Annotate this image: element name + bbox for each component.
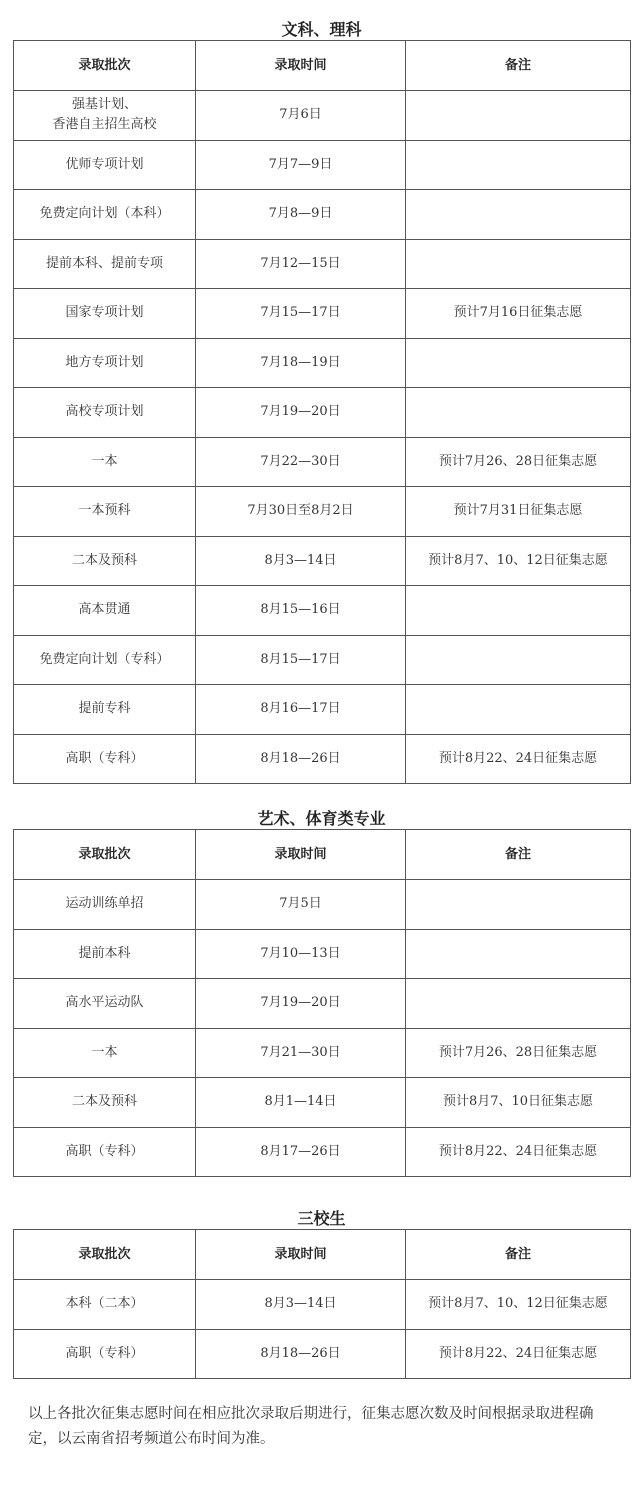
- cell-remark: [406, 685, 631, 735]
- cell-time: 7月19—20日: [196, 388, 406, 438]
- admission-table-three-schools: [13, 1229, 631, 1379]
- cell-time: 7月8—9日: [196, 190, 406, 240]
- cell-time: 8月3—14日: [196, 536, 406, 586]
- cell-remark: [406, 929, 631, 979]
- table-row: [14, 880, 631, 930]
- cell-remark: [406, 635, 631, 685]
- cell-batch: 运动训练单招: [14, 880, 196, 930]
- table-row: [14, 190, 631, 240]
- cell-batch: 地方专项计划: [14, 338, 196, 388]
- cell-time: 7月18—19日: [196, 338, 406, 388]
- admission-table-arts-sports: [13, 829, 631, 1177]
- cell-time: 7月15—17日: [196, 289, 406, 339]
- footnote: 以上各批次征集志愿时间在相应批次录取后期进行，征集志愿次数及时间根据录取进程确定，以云南省招考频道公布时间为准。: [28, 1406, 594, 1447]
- cell-batch: 二本及预科: [14, 536, 196, 586]
- table-row: [14, 338, 631, 388]
- header-batch: 录取批次: [14, 1230, 196, 1280]
- cell-time: 8月15—17日: [196, 635, 406, 685]
- table-row: [14, 140, 631, 190]
- table-header-row: [14, 1230, 631, 1280]
- cell-batch: 免费定向计划（本科）: [14, 190, 196, 240]
- cell-batch: 一本预科: [14, 487, 196, 537]
- cell-remark: 预计7月31日征集志愿: [406, 487, 631, 537]
- cell-remark: [406, 91, 631, 141]
- cell-remark: [406, 239, 631, 289]
- cell-batch: 提前本科: [14, 929, 196, 979]
- table-row: [14, 929, 631, 979]
- section-title: 文科、理科: [281, 20, 362, 39]
- cell-time: 8月15—16日: [196, 586, 406, 636]
- cell-batch: 高职（专科）: [14, 1127, 196, 1177]
- cell-batch: 本科（二本）: [14, 1280, 196, 1330]
- table-row: [14, 437, 631, 487]
- table-row: [14, 388, 631, 438]
- header-time: 录取时间: [196, 41, 406, 91]
- cell-time: 8月18—26日: [196, 734, 406, 784]
- section-title: 艺术、体育类专业: [257, 809, 386, 828]
- table-row: [14, 586, 631, 636]
- section-title: 三校生: [297, 1209, 346, 1228]
- cell-batch: 高校专项计划: [14, 388, 196, 438]
- cell-time: 7月6日: [196, 91, 406, 141]
- cell-remark: [406, 190, 631, 240]
- cell-batch: 提前本科、提前专项: [14, 239, 196, 289]
- cell-time: 7月12—15日: [196, 239, 406, 289]
- header-remark: 备注: [406, 41, 631, 91]
- cell-remark: 预计8月7、10、12日征集志愿: [406, 1280, 631, 1330]
- cell-time: 8月1—14日: [196, 1078, 406, 1128]
- cell-batch: 高职（专科）: [14, 1329, 196, 1379]
- cell-time: 7月7—9日: [196, 140, 406, 190]
- cell-remark: [406, 338, 631, 388]
- table-row: [14, 91, 631, 141]
- cell-batch: 一本: [14, 437, 196, 487]
- cell-batch: 高水平运动队: [14, 979, 196, 1029]
- table-row: [14, 635, 631, 685]
- cell-remark: 预计8月22、24日征集志愿: [406, 1329, 631, 1379]
- table-row: [14, 734, 631, 784]
- cell-remark: 预计8月7、10日征集志愿: [406, 1078, 631, 1128]
- table-row: [14, 536, 631, 586]
- table-row: [14, 1127, 631, 1177]
- header-remark: 备注: [406, 830, 631, 880]
- table-header-row: [14, 830, 631, 880]
- cell-batch: 优师专项计划: [14, 140, 196, 190]
- table-row: [14, 1280, 631, 1330]
- table-row: [14, 685, 631, 735]
- cell-time: 8月18—26日: [196, 1329, 406, 1379]
- table-header-row: [14, 41, 631, 91]
- cell-batch: 免费定向计划（专科）: [14, 635, 196, 685]
- cell-batch: 二本及预科: [14, 1078, 196, 1128]
- cell-time: 8月17—26日: [196, 1127, 406, 1177]
- table-row: [14, 979, 631, 1029]
- table-row: [14, 289, 631, 339]
- cell-batch: 强基计划、 香港自主招生高校: [14, 91, 196, 141]
- cell-remark: 预计8月7、10、12日征集志愿: [406, 536, 631, 586]
- cell-batch: 国家专项计划: [14, 289, 196, 339]
- cell-time: 7月21—30日: [196, 1028, 406, 1078]
- cell-time: 8月3—14日: [196, 1280, 406, 1330]
- cell-time: 7月5日: [196, 880, 406, 930]
- table-row: [14, 1028, 631, 1078]
- cell-batch: 一本: [14, 1028, 196, 1078]
- table-row: [14, 1329, 631, 1379]
- cell-batch: 高本贯通: [14, 586, 196, 636]
- cell-time: 7月30日至8月2日: [196, 487, 406, 537]
- cell-time: 8月16—17日: [196, 685, 406, 735]
- table-row: [14, 487, 631, 537]
- header-time: 录取时间: [196, 830, 406, 880]
- cell-remark: 预计7月26、28日征集志愿: [406, 437, 631, 487]
- cell-time: 7月22—30日: [196, 437, 406, 487]
- cell-remark: [406, 140, 631, 190]
- cell-batch: 提前专科: [14, 685, 196, 735]
- cell-remark: [406, 586, 631, 636]
- cell-remark: [406, 880, 631, 930]
- header-remark: 备注: [406, 1230, 631, 1280]
- cell-remark: 预计7月26、28日征集志愿: [406, 1028, 631, 1078]
- cell-remark: 预计8月22、24日征集志愿: [406, 1127, 631, 1177]
- cell-time: 7月10—13日: [196, 929, 406, 979]
- cell-remark: 预计8月22、24日征集志愿: [406, 734, 631, 784]
- header-batch: 录取批次: [14, 830, 196, 880]
- cell-batch: 高职（专科）: [14, 734, 196, 784]
- cell-remark: [406, 979, 631, 1029]
- cell-time: 7月19—20日: [196, 979, 406, 1029]
- table-row: [14, 239, 631, 289]
- cell-remark: 预计7月16日征集志愿: [406, 289, 631, 339]
- table-row: [14, 1078, 631, 1128]
- header-batch: 录取批次: [14, 41, 196, 91]
- cell-remark: [406, 388, 631, 438]
- header-time: 录取时间: [196, 1230, 406, 1280]
- admission-table-arts-science: [13, 40, 631, 784]
